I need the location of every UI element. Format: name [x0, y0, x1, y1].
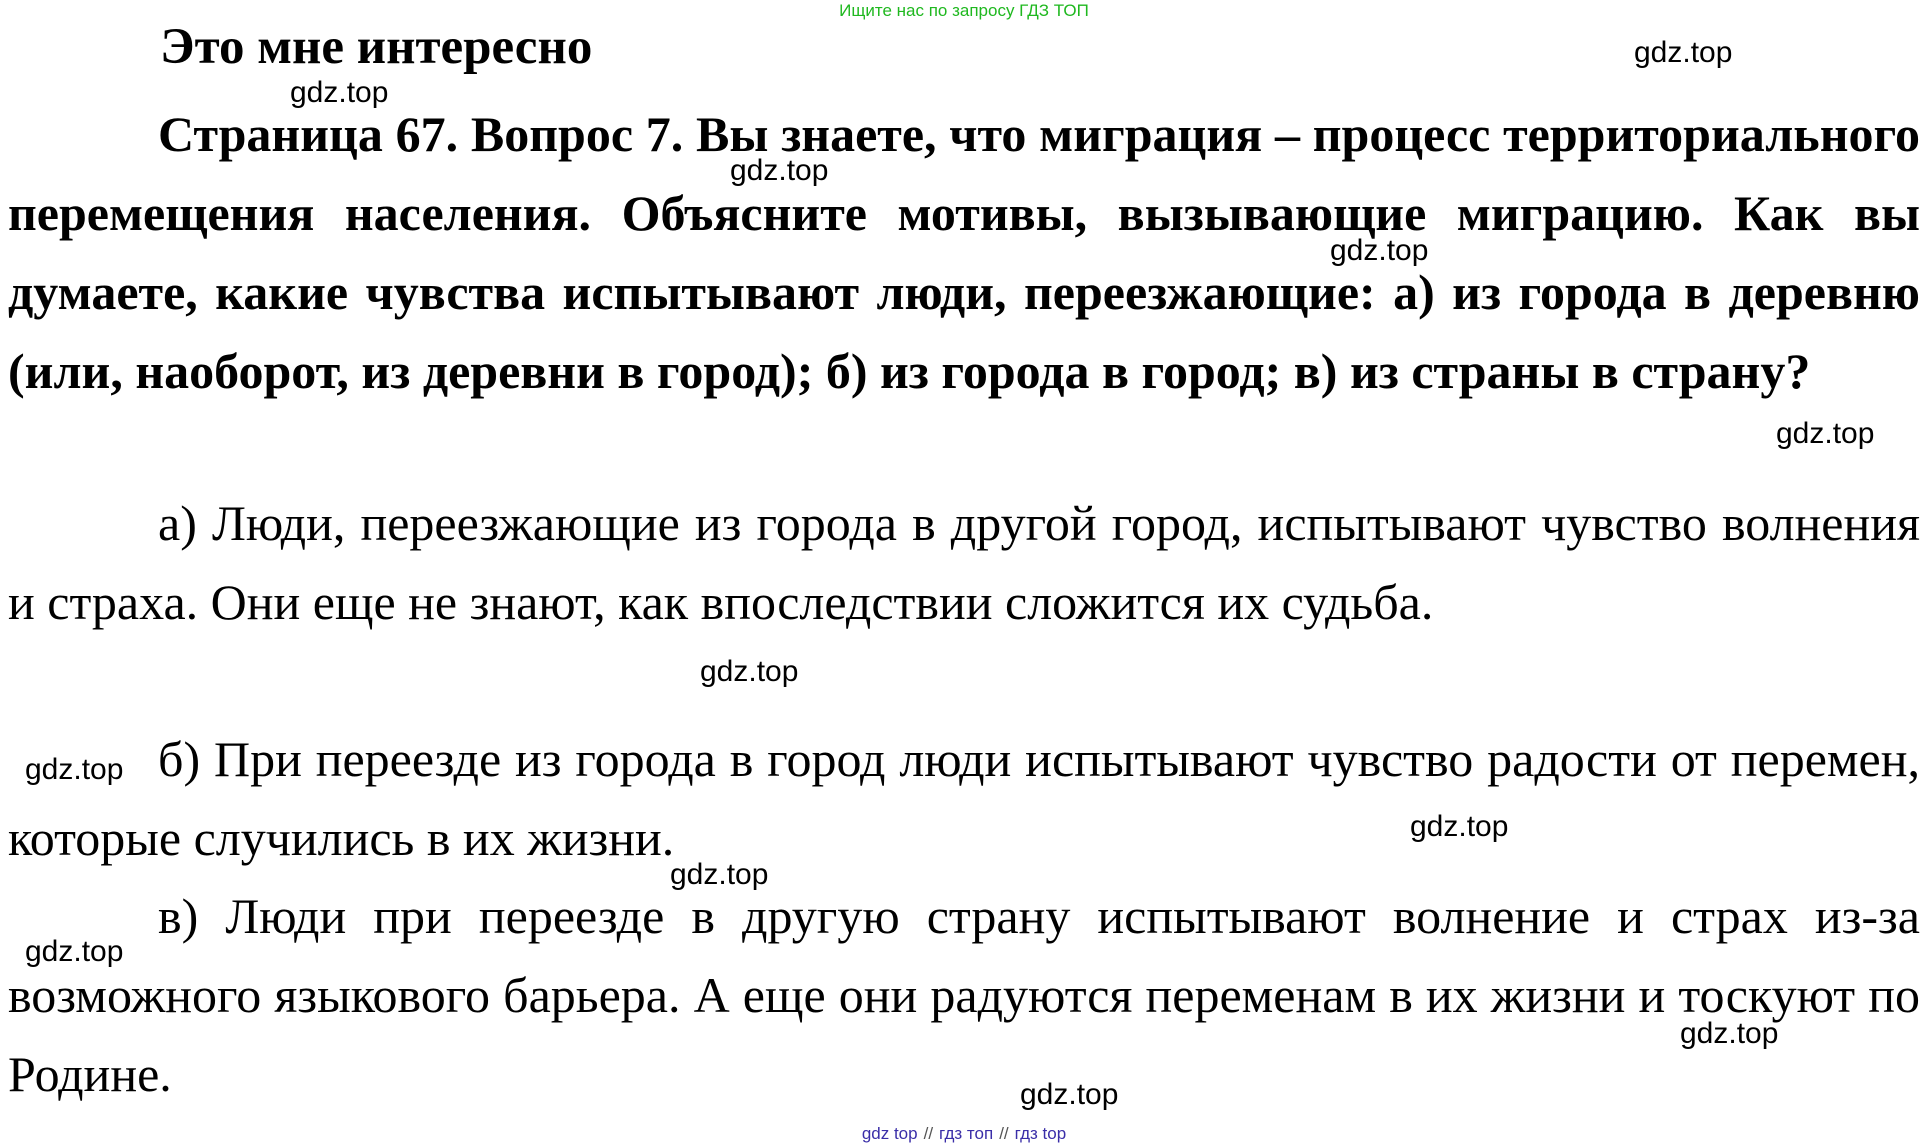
bottom-links: [0, 1125, 1928, 1142]
question-text: Страница 67. Вопрос 7. Вы знаете, что миграция – процесс территориального перемещения населения. Объясните мотивы, вызывающие миграцию. Как вы думаете, какие чувства испытывают люди, переезжающие: а) из города в деревню (или, наоборот, из деревни в город); б) из города в город; в) из страны в страну?: [8, 106, 1920, 399]
link-separator: //: [999, 1124, 1009, 1143]
watermark: gdz.top: [290, 76, 389, 109]
bottom-link[interactable]: гдз топ: [939, 1124, 994, 1143]
watermark: gdz.top: [730, 154, 829, 187]
watermark: gdz.top: [1680, 1017, 1779, 1050]
link-separator: //: [923, 1124, 934, 1143]
watermark: gdz.top: [700, 655, 799, 688]
watermark: gdz.top: [1330, 234, 1429, 267]
answer-c: в) Люди при переезде в другую страну испытывают волнение и страх из-за возможного языкового барьера. А еще они радуются переменам в их жизни и тоскуют по Родине.: [8, 888, 1920, 1102]
watermark: gdz.top: [25, 753, 124, 786]
watermark: gdz.top: [1776, 417, 1875, 450]
top-banner: Ищите нас по запросу ГДЗ ТОП: [839, 1, 1089, 20]
watermark: gdz.top: [1410, 810, 1509, 843]
section-heading: Это мне интересно: [160, 19, 593, 75]
watermark: gdz.top: [25, 935, 124, 968]
bottom-link[interactable]: гдз top: [1014, 1124, 1067, 1143]
answer-a: а) Люди, переезжающие из города в другой город, испытывают чувство волнения и страха. Они еще не знают, как впоследствии сложится их судьба.: [8, 495, 1920, 630]
bottom-link[interactable]: gdz top: [861, 1124, 918, 1143]
answer-b: б) При переезде из города в город люди испытывают чувство радости от перемен, которые случились в их жизни.: [8, 731, 1920, 866]
watermark: gdz.top: [1020, 1078, 1119, 1111]
watermark: gdz.top: [1634, 36, 1733, 69]
watermark: gdz.top: [670, 858, 769, 891]
